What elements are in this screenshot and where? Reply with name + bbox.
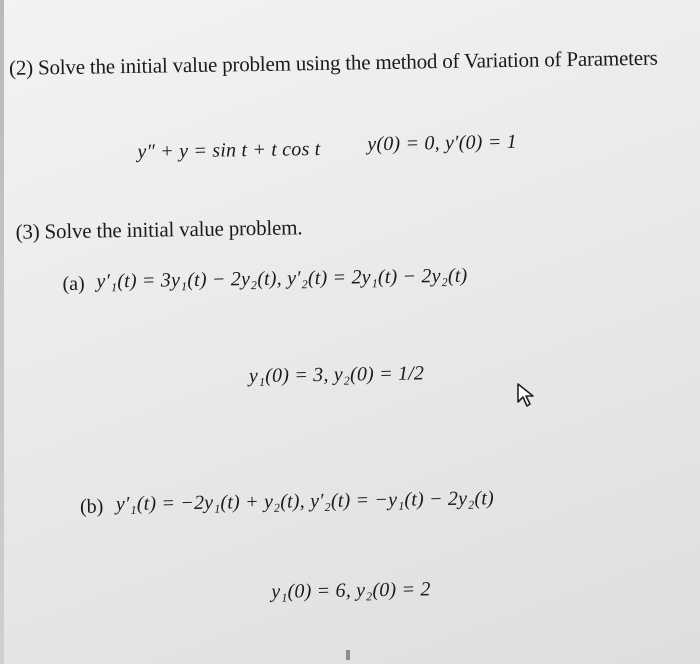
problem-3-heading: (3) Solve the initial value problem.	[15, 215, 303, 244]
problem-2-equation: y″ + y = sin t + t cos t	[137, 137, 321, 163]
part-a-label: (a)	[62, 272, 85, 296]
paper-mark	[346, 650, 350, 660]
mouse-pointer-icon	[516, 382, 538, 410]
problem-2-conditions: y(0) = 0, y′(0) = 1	[367, 130, 518, 156]
part-b-label: (b)	[79, 495, 104, 518]
problem-2-heading: (2) Solve the initial value problem using the method of Variation of Parameters	[8, 45, 658, 80]
part-a-equation: y′₁(t) = 3y₁(t) − 2y₂(t), y′₂(t) = 2y₁(t) − 2y₂(t)	[96, 264, 468, 293]
part-b-conditions: y₁(0) = 6, y₂(0) = 2	[271, 578, 431, 603]
part-a-conditions: y₁(0) = 3, y₂(0) = 1/2	[248, 362, 425, 388]
part-b-equation: y′₁(t) = −2y₁(t) + y₂(t), y′₂(t) = −y₁(t) − 2y₂(t)	[115, 487, 495, 516]
